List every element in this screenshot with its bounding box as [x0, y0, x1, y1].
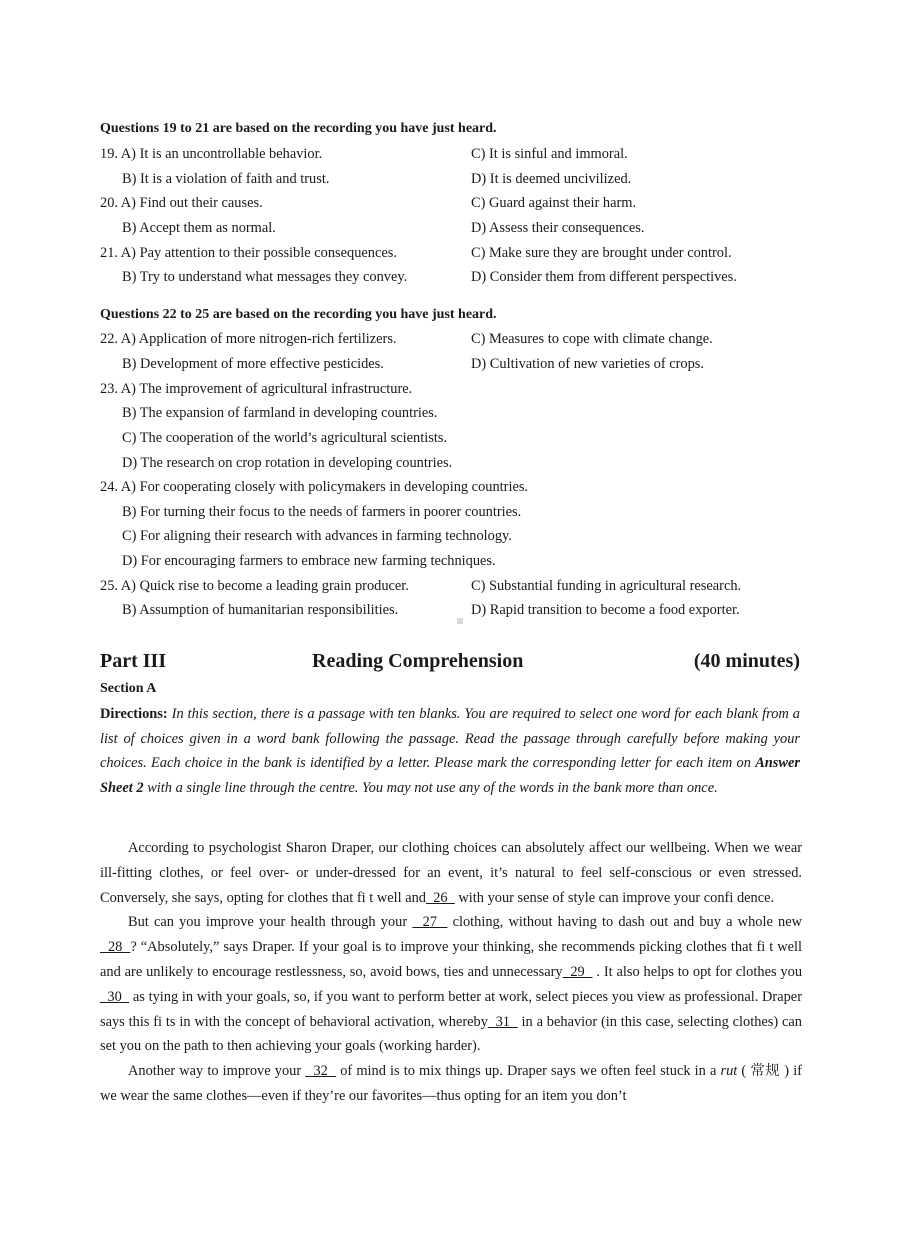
option-row: B) Development of more effective pesticides. D) Cultivation of new varieties of crops. [122, 356, 704, 372]
part-title: Reading Comprehension [312, 650, 524, 672]
blank-32: 32 [305, 1063, 337, 1080]
option-row: D) For encouraging farmers to embrace new farming techniques. [122, 553, 496, 569]
rut-word: rut [720, 1063, 738, 1080]
directions-label: Directions: [100, 706, 168, 722]
questions-22-25-heading: Questions 22 to 25 are based on the recording you have just heard. [100, 307, 497, 322]
questions-19-21-heading: Questions 19 to 21 are based on the recording you have just heard. [100, 121, 497, 136]
directions: Directions: In this section, there is a passage with ten blanks. You are required to select one word for each blank from a list of choices given in a word bank following the passage. Read the passage through carefully before making your choices. Each choice in the bank is identified by a letter. Please mark the corresponding letter for each item on Answer Sheet 2 with a single line through the centre. You may not use any of the words in the bank more than once. [100, 706, 800, 796]
option-row: B) The expansion of farmland in developing countries. [122, 405, 438, 421]
scan-mark [457, 618, 463, 624]
part-time: (40 minutes) [693, 650, 800, 672]
option-row: 22. A) Application of more nitrogen-rich fertilizers. C) Measures to cope with climate change. [100, 331, 713, 347]
option-row: 19. A) It is an uncontrollable behavior. C) It is sinful and immoral. [100, 146, 628, 162]
option-row: B) Accept them as normal. D) Assess their consequences. [122, 220, 645, 236]
option-row: 23. A) The improvement of agricultural infrastructure. [100, 381, 413, 397]
blank-29: 29 [562, 963, 593, 980]
section-label: Section A [100, 681, 157, 696]
paragraph: But can you improve your health through your 27 clothing, without having to dash out and buy a whole new 28 ? “Absolutely,” says Draper. If your goal is to improve your thinking, she recommends picking clothes that fi t well and are unlikely to encourage restlessness, so, avoid bows, ties and unnecessary 29 . It also helps to opt for clothes you 30 as tying in with your goals, so, if you want to perform better at work, select pieces you view as professional. Draper says this fi ts in with the concept of behavioral activation, whereby 31 in a behavior (in this case, selecting clothes) can set you on the path to then achieving your goals (working harder). [100, 914, 803, 1055]
blank-31: 31 [487, 1013, 518, 1030]
paragraph: According to psychologist Sharon Draper, our clothing choices can absolutely affect our wellbeing. When we wear ill-fitting clothes, or feel over- or under-dressed for an event, it’s natural to feel self-conscious or even stressed. Conversely, she says, opting for clothes that fi t well and 26 with your sense of style can improve your confi dence. [100, 840, 802, 906]
passage [100, 836, 802, 1109]
option-row: B) Assumption of humanitarian responsibilities. D) Rapid transition to become a food exporter. [122, 602, 740, 618]
blank-27: 27 [412, 914, 448, 931]
paragraph: Another way to improve your 32 of mind is to mix things up. Draper says we often feel stuck in a rut ( 常规 ) if we wear the same clothes—even if they’re our favorites—thus opting for an item you don’t [100, 1063, 802, 1104]
option-row: 21. A) Pay attention to their possible consequences. C) Make sure they are brought under control. [100, 245, 732, 261]
option-row: D) The research on crop rotation in developing countries. [122, 455, 453, 471]
blank-28: 28 [100, 939, 131, 956]
option-row: 20. A) Find out their causes. C) Guard against their harm. [100, 195, 637, 211]
blank-30: 30 [100, 988, 130, 1005]
option-row: C) The cooperation of the world’s agricultural scientists. [122, 430, 448, 446]
answer-sheet-ref: Answer Sheet 2 [100, 755, 800, 796]
option-row: 24. A) For cooperating closely with policymakers in developing countries. [100, 479, 529, 495]
chinese-gloss: ( 常规 ) [741, 1063, 790, 1080]
blank-26: 26 [426, 889, 455, 906]
option-row: B) It is a violation of faith and trust. D) It is deemed uncivilized. [122, 171, 632, 187]
option-row: C) For aligning their research with advances in farming technology. [122, 528, 512, 544]
part-label: Part III [100, 650, 167, 672]
option-row: B) For turning their focus to the needs of farmers in poorer countries. [122, 504, 522, 520]
option-row: 25. A) Quick rise to become a leading grain producer. C) Substantial funding in agricultural research. [100, 578, 742, 594]
option-row: B) Try to understand what messages they convey. D) Consider them from different perspectives. [122, 269, 737, 285]
